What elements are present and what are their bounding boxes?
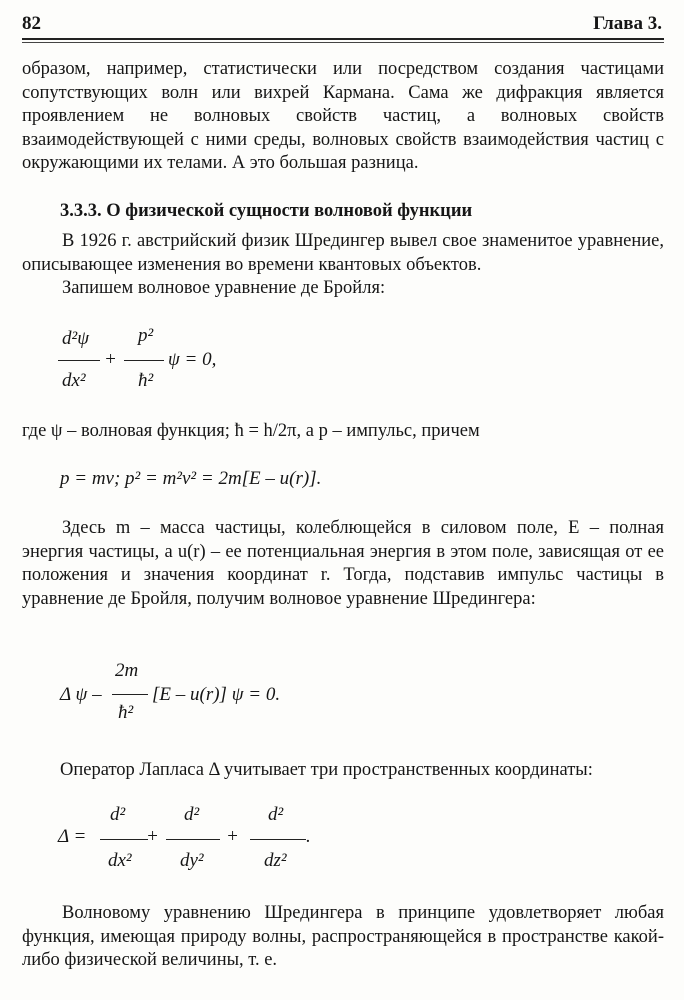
eq1-plus: +	[104, 349, 117, 370]
eq3-numerator: 2m	[115, 660, 139, 681]
eq1-denominator-1: dx²	[62, 370, 86, 391]
paragraph-1: образом, например, статистически или посредством создания частицами сопутствующих волн или вихрей Кармана. Сама же дифракция является проявлением не волновых свойств частиц, а волновых свойств взаимодействующей с ними среды, волновых свойств взаимодействия частиц с окружающими их телами. А это большая разница.	[22, 59, 664, 173]
paragraph-4: где ψ – волновая функция; ħ = h/2π, а p – импульс, причем	[22, 421, 480, 441]
eq4-plus-2: +	[226, 826, 239, 847]
eq4-denominator-1: dx²	[108, 850, 132, 871]
eq3-lead: Δ ψ –	[60, 684, 102, 705]
eq3-fraction-bar	[112, 694, 148, 695]
paragraph-3: Запишем волновое уравнение де Бройля:	[62, 278, 386, 298]
paragraph-6: Оператор Лапласа Δ учитывает три пространственных координаты:	[60, 760, 593, 780]
eq3-tail: [E – u(r)] ψ = 0.	[152, 684, 281, 705]
eq4-plus-1: +	[146, 826, 159, 847]
eq4-numerator-3: d²	[268, 804, 284, 825]
page-number: 82	[22, 13, 41, 34]
eq1-tail: ψ = 0,	[168, 349, 217, 370]
eq4-fraction-bar-3	[250, 839, 306, 840]
header-rule-thin	[22, 42, 664, 43]
eq4-fraction-bar-1	[100, 839, 148, 840]
eq4-denominator-3: dz²	[264, 850, 287, 871]
eq4-numerator-1: d²	[110, 804, 126, 825]
section-heading: 3.3.3. О физической сущности волновой функции	[60, 201, 473, 221]
chapter-title: Глава 3.	[593, 13, 662, 34]
eq1-numerator-2: p²	[138, 325, 154, 346]
eq4-end: .	[306, 826, 311, 847]
eq1-fraction-bar-1	[58, 360, 100, 361]
page-header	[22, 10, 662, 36]
header-rule	[22, 38, 664, 40]
paragraph-7: Волновому уравнению Шредингера в принципе удовлетворяет любая функция, имеющая природу волны, распространяющейся в пространстве какой-либо физической величины, т. е.	[22, 903, 664, 970]
eq1-fraction-bar-2	[124, 360, 164, 361]
paragraph-5: Здесь m – масса частицы, колеблющейся в силовом поле, E – полная энергия частицы, а u(r) – ее потенциальная энергия в этом поле, зависящая от ее положения и значения координат r. Тогда, подставив импульс частицы в уравнение де Бройля, получим волновое уравнение Шредингера:	[22, 518, 664, 609]
eq3-denominator: ħ²	[118, 702, 134, 723]
eq1-numerator-1: d²ψ	[62, 328, 89, 349]
eq4-denominator-2: dy²	[180, 850, 204, 871]
eq4-numerator-2: d²	[184, 804, 200, 825]
eq4-lead: Δ =	[58, 826, 87, 847]
eq4-fraction-bar-2	[166, 839, 220, 840]
equation-momentum: p = mv; p² = m²v² = 2m[E – u(r)].	[60, 468, 322, 489]
paragraph-2: В 1926 г. австрийский физик Шредингер вывел свое знаменитое уравнение, описывающее изменения во времени квантовых объектов.	[22, 231, 664, 275]
eq1-denominator-2: ħ²	[138, 370, 154, 391]
